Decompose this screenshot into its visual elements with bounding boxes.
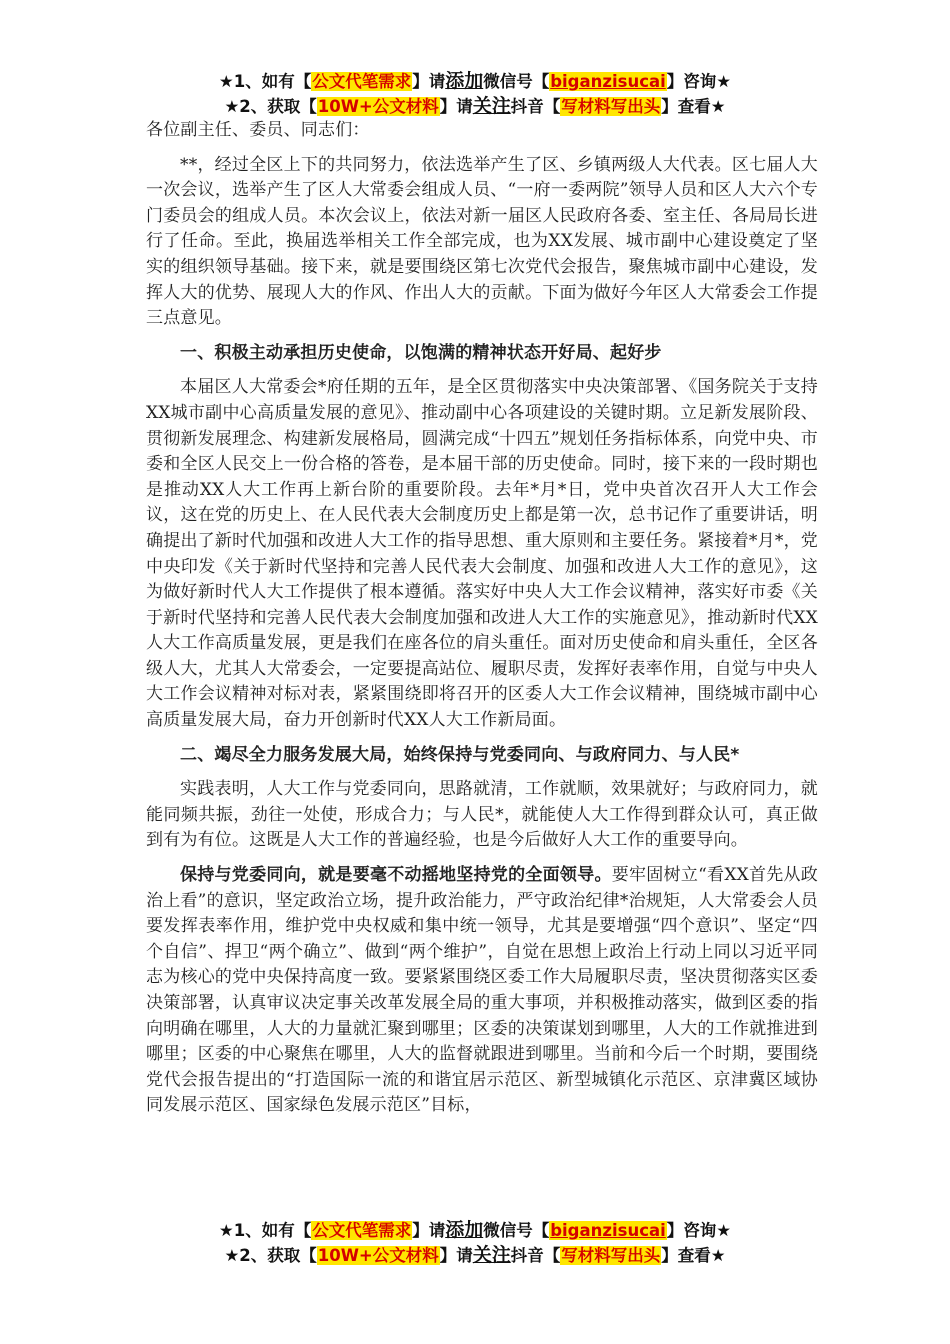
banner-text: 】咨询★: [666, 1221, 732, 1240]
salutation: 各位副主任、委员、同志们：: [146, 120, 370, 140]
banner-text: 微信号【: [483, 72, 550, 91]
banner-text: ★1、如有【: [218, 72, 312, 91]
banner-top-line-1: [0, 69, 950, 94]
section-heading-1: 一、积极主动承担历史使命，以饱满的精神状态开好局、起好步: [180, 342, 662, 363]
banner-text: ★2、获取【: [224, 97, 317, 116]
banner-text: ★1、如有【: [218, 1221, 312, 1240]
banner-text: ★2、获取【: [224, 1246, 317, 1265]
banner-text: 】请: [412, 72, 446, 91]
banner-text: 】请: [439, 97, 473, 116]
paragraph: [146, 863, 818, 1119]
document-body: [146, 118, 818, 1119]
paragraph: 实践表明，人大工作与党委同向，思路就清，工作就顺，效果就好；与政府同力，就能同频共振，劲往一处使，形成合力；与人民*，就能使人大工作得到群众认可，真正做到有为有位。这既是人大工作的普遍经验，也是今后做好人大工作的重要导向。: [146, 779, 818, 851]
banner-emphasis: 添加: [445, 70, 484, 92]
banner-bottom-line-2: [0, 1243, 950, 1268]
banner-highlight: 10W+公文材料: [317, 1246, 439, 1265]
wechat-id-highlight: biganzisucai: [550, 72, 666, 91]
banner-bottom-line-1: [0, 1218, 950, 1243]
banner-emphasis: 添加: [445, 1219, 484, 1241]
douyin-account-highlight: 写材料写出头: [561, 97, 661, 116]
banner-highlight: 10W+公文材料: [317, 97, 439, 116]
wechat-id-highlight: biganzisucai: [550, 1221, 666, 1240]
paragraph: 本届区人大常委会*府任期的五年，是全区贯彻落实中央决策部署、《国务院关于支持XX城市副中心高质量发展的意见》、推动副中心各项建设的关键时期。立足新发展阶段、贯彻新发展理念、构建新发展格局，圆满完成“十四五”规划任务指标体系，向党中央、市委和全区人民交上一份合格的答卷，是本届干部的历史使命。同时，接下来的一段时期也是推动XX人大工作再上新台阶的重要阶段。去年*月*日，党中央首次召开人大工作会议，这在党的历史上、在人民代表大会制度历史上都是第一次，总书记作了重要讲话，明确提出了新时代加强和改进人大工作的指导思想、重大原则和主要任务。紧接着*月*，党中央印发《关于新时代坚持和完善人民代表大会制度、加强和改进人大工作的意见》，这为做好新时代人大工作提供了根本遵循。落实好中央人大工作会议精神，落实好市委《关于新时代坚持和完善人民代表大会制度加强和改进人大工作的实施意见》，推动新时代XX人大工作高质量发展，更是我们在座各位的肩头重任。面对历史使命和肩头重任，全区各级人大，尤其人大常委会，一定要提高站位、履职尽责，发挥好表率作用，自觉与中央人大工作会议精神对标对表，紧紧围绕即将召开的区委人大工作会议精神，围绕城市副中心高质量发展大局，奋力开创新时代XX人大工作新局面。: [146, 377, 818, 731]
douyin-account-highlight: 写材料写出头: [561, 1246, 661, 1265]
banner-text: 】请: [439, 1246, 473, 1265]
banner-emphasis: 关注: [472, 95, 511, 117]
banner-highlight: 公文代笔需求: [312, 72, 412, 91]
banner-text: 抖音【: [510, 1246, 561, 1265]
banner-text: 】查看★: [661, 97, 726, 116]
banner-text: 】咨询★: [666, 72, 732, 91]
banner-text: 微信号【: [483, 1221, 550, 1240]
section-heading-2: 二、竭尽全力服务发展大局，始终保持与党委同向、与政府同力、与人民*: [180, 744, 740, 765]
paragraph-lead-sentence: 保持与党委同向，就是要毫不动摇地坚持党的全面领导。: [180, 865, 612, 886]
banner-text: 】查看★: [661, 1246, 726, 1265]
paragraph: **，经过全区上下的共同努力，依法选举产生了区、乡镇两级人大代表。区七届人大一次会议，选举产生了区人大常委会组成人员、“一府一委两院”领导人员和区人大六个专门委员会的组成人员。本次会议上，依法对新一届区人民政府各委、室主任、各局局长进行了任命。至此，换届选举相关工作全部完成，也为XX发展、城市副中心建设奠定了坚实的组织领导基础。接下来，就是要围绕区第七次党代会报告，聚焦城市副中心建设，发挥人大的优势、展现人大的作风、作出人大的贡献。下面为做好今年区人大常委会工作提三点意见。: [146, 154, 818, 329]
banner-text: 】请: [412, 1221, 446, 1240]
paragraph-text: 要牢固树立“看XX首先从政治上看”的意识，坚定政治立场，提升政治能力，严守政治纪律*治规矩，人大常委会人员要发挥表率作用，维护党中央权威和集中统一领导，尤其是要增强“四个意识”、坚定“四个自信”、捍卫“两个确立”、做到“两个维护”，自觉在思想上政治上行动上同以习近平同志为核心的党中央保持高度一致。要紧紧围绕区委工作大局履职尽责，坚决贯彻落实区委决策部署，认真审议决定事关改革发展全局的重大事项，并积极推动落实，做到区委的指向明确在哪里，人大的力量就汇聚到哪里；区委的决策谋划到哪里，人大的工作就推进到哪里；区委的中心聚焦在哪里，人大的监督就跟进到哪里。当前和今后一个时期，要围绕党代会报告提出的“打造国际一流的和谐宜居示范区、新型城镇化示范区、京津冀区域协同发展示范区、国家绿色发展示范区”目标，: [146, 865, 819, 1116]
banner-top-line-2: [0, 94, 950, 119]
banner-emphasis: 关注: [472, 1244, 511, 1266]
banner-highlight: 公文代笔需求: [312, 1221, 412, 1240]
banner-text: 抖音【: [510, 97, 561, 116]
